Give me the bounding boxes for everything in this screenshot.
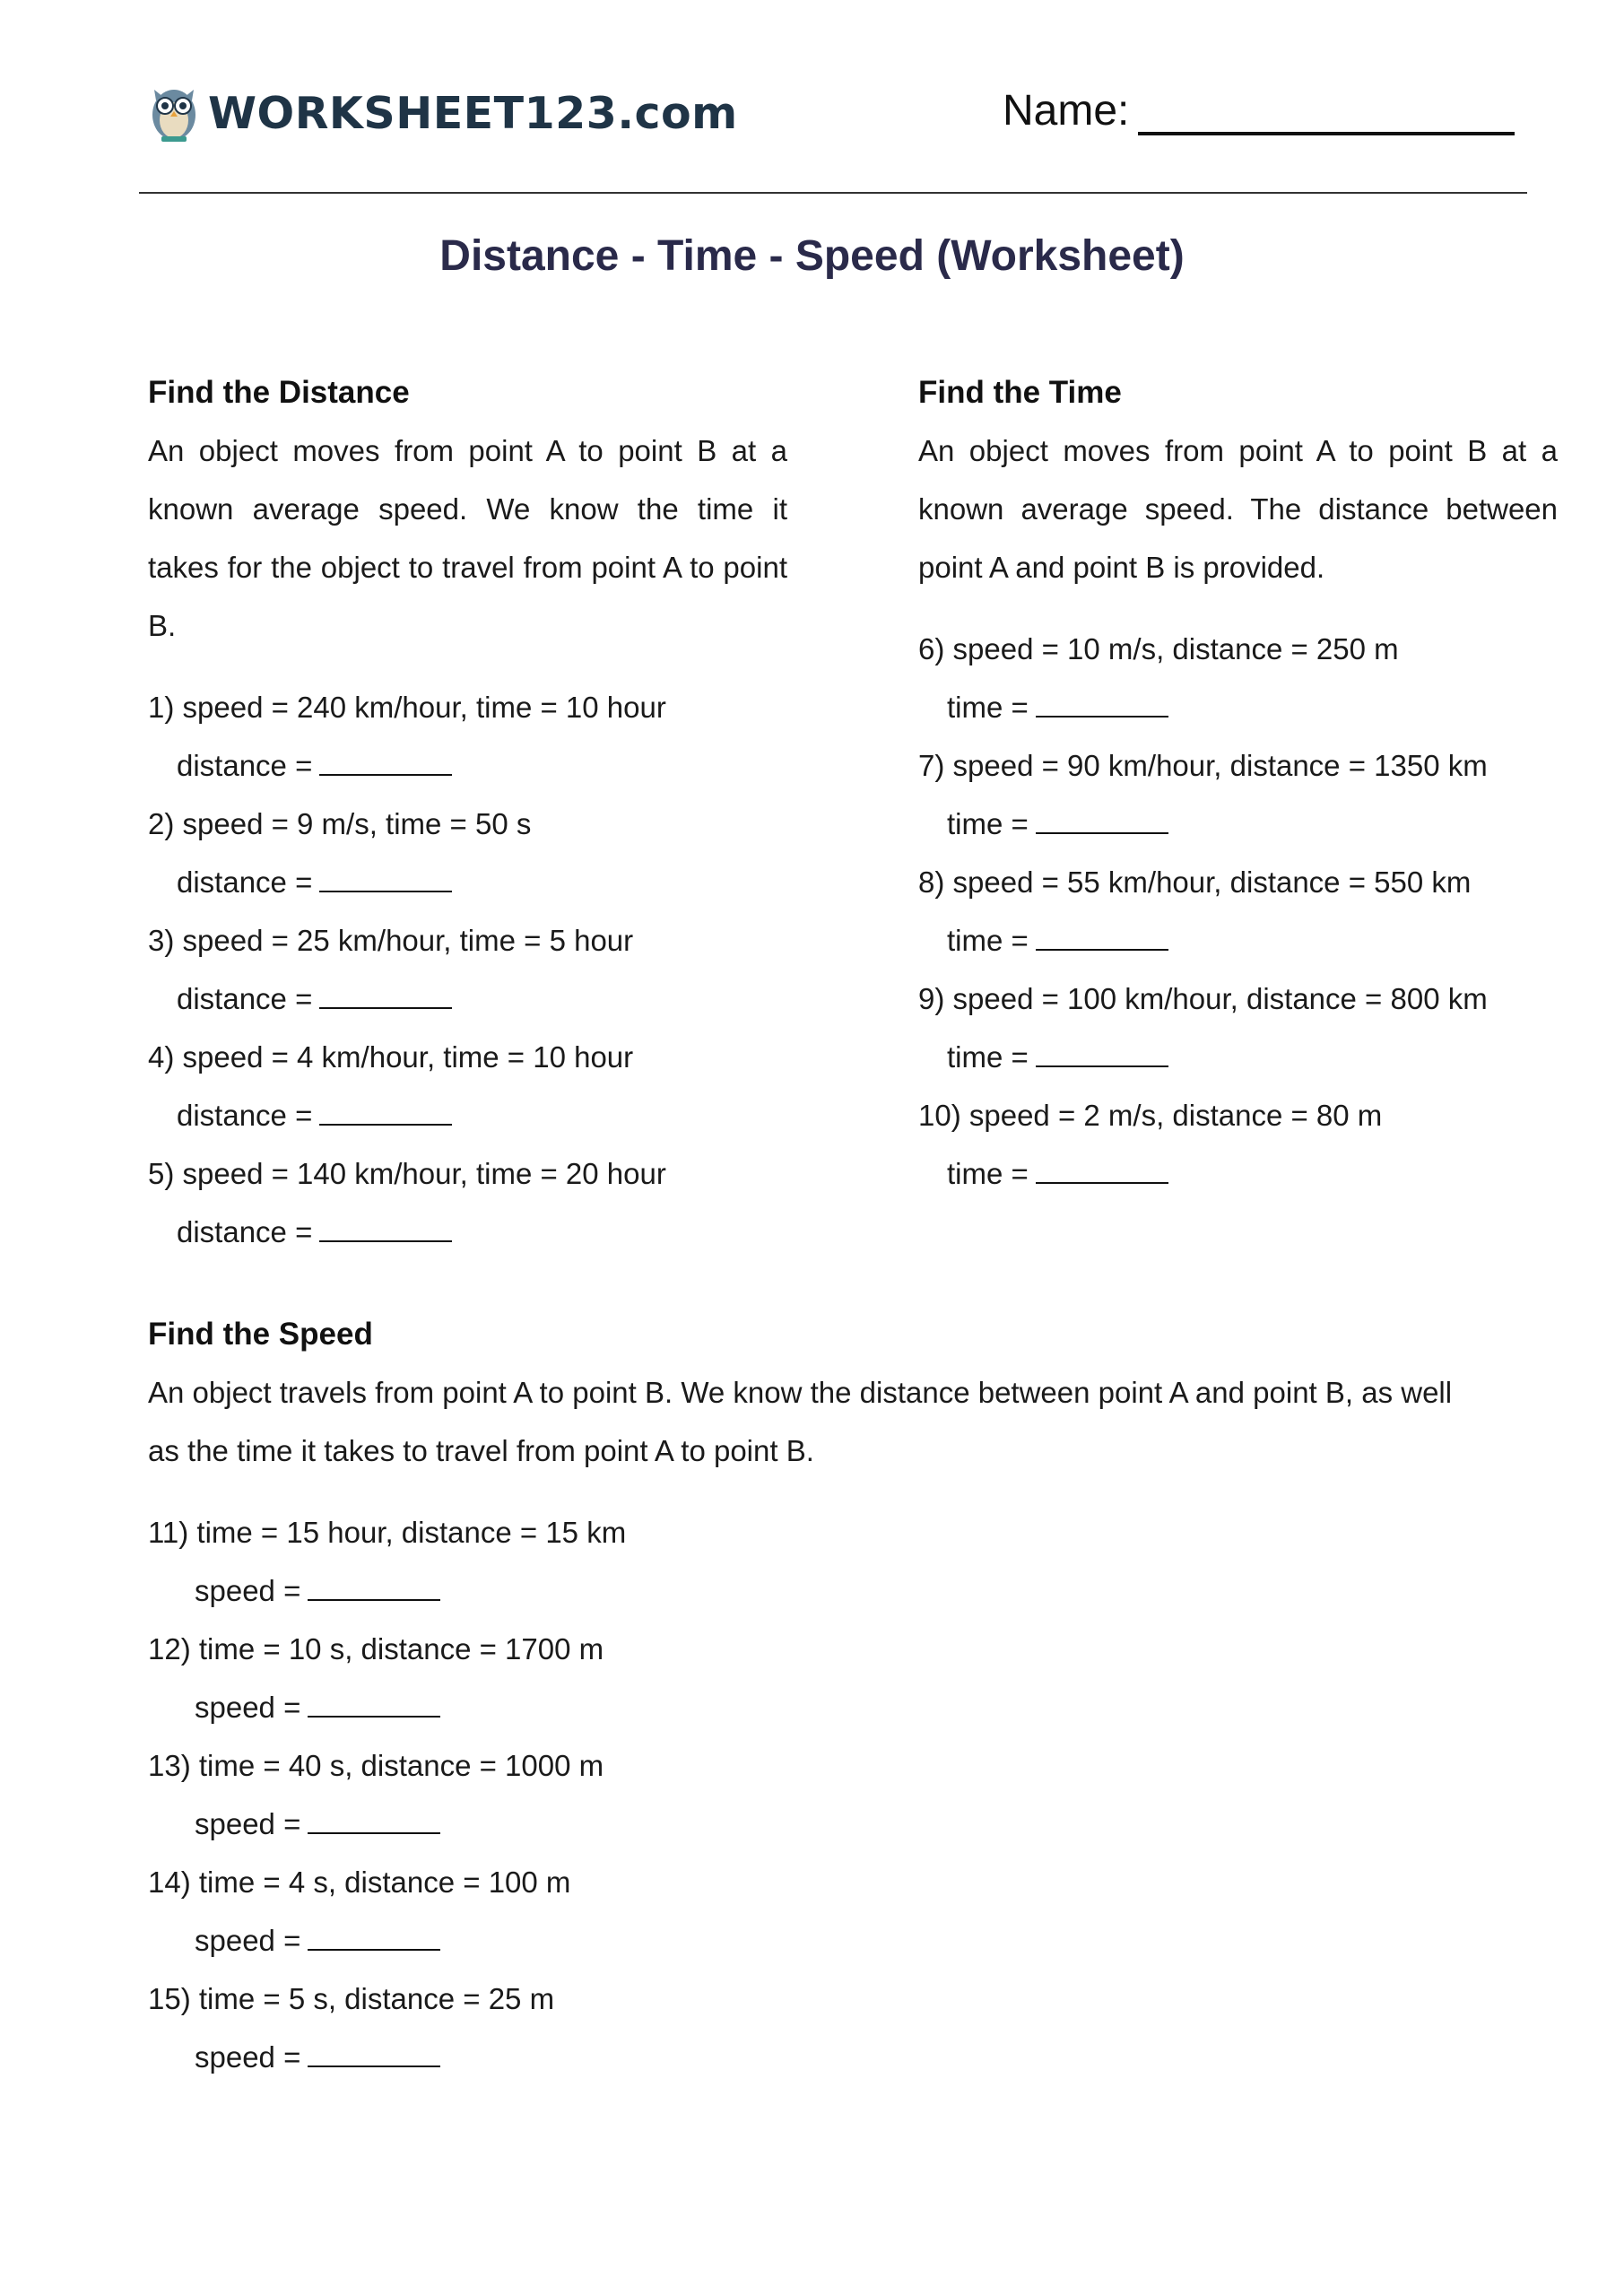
question-item [148, 1503, 1493, 1620]
question-prompt: 11) time = 15 hour, distance = 15 km [148, 1516, 627, 1549]
answer-blank[interactable] [308, 1572, 440, 1601]
question-item [918, 736, 1558, 853]
question-item [148, 1736, 1493, 1853]
answer-label: time = [947, 807, 1029, 840]
answer-label: speed = [195, 2040, 301, 2074]
section-find-time [918, 363, 1558, 1203]
answer-line[interactable] [918, 911, 1558, 970]
question-item [918, 620, 1558, 736]
answer-label: time = [947, 1040, 1029, 1074]
answer-label: distance = [177, 982, 313, 1015]
answer-label: speed = [195, 1691, 301, 1724]
answer-label: distance = [177, 865, 313, 899]
question-item [148, 1620, 1493, 1736]
answer-label: distance = [177, 1215, 313, 1248]
page-header [0, 0, 1624, 197]
answer-label: speed = [195, 1924, 301, 1957]
answer-blank[interactable] [319, 1097, 452, 1126]
question-prompt: 9) speed = 100 km/hour, distance = 800 km [918, 982, 1488, 1015]
question-prompt: 7) speed = 90 km/hour, distance = 1350 km [918, 749, 1488, 782]
answer-label: distance = [177, 1099, 313, 1132]
answer-line[interactable] [148, 1561, 1493, 1620]
answer-line[interactable] [148, 1795, 1493, 1853]
answer-blank[interactable] [1036, 1155, 1168, 1184]
question-item [148, 911, 787, 1028]
question-item [148, 795, 787, 911]
question-item [918, 970, 1558, 1086]
name-label: Name: [1003, 87, 1130, 135]
answer-line[interactable] [918, 795, 1558, 853]
question-item [148, 678, 787, 795]
question-prompt: 8) speed = 55 km/hour, distance = 550 km [918, 865, 1472, 899]
section-title: Find the Speed [148, 1317, 373, 1352]
owl-icon [145, 81, 203, 145]
answer-line[interactable] [148, 1678, 1493, 1736]
answer-line[interactable] [918, 1028, 1558, 1086]
answer-label: time = [947, 691, 1029, 724]
logo-text: WORKSHEET123.com [208, 87, 738, 139]
answer-line[interactable] [918, 678, 1558, 736]
answer-blank[interactable] [319, 864, 452, 892]
answer-label: speed = [195, 1574, 301, 1607]
answer-blank[interactable] [1036, 689, 1168, 718]
answer-blank[interactable] [319, 1213, 452, 1242]
question-prompt: 2) speed = 9 m/s, time = 50 s [148, 807, 532, 840]
question-prompt: 10) speed = 2 m/s, distance = 80 m [918, 1099, 1383, 1132]
question-list [148, 1503, 1493, 2086]
answer-label: distance = [177, 749, 313, 782]
section-description: An object travels from point A to point B. We know the distance between point A and point B, as well as the time it takes to travel from point A to point B. [148, 1376, 1453, 1467]
answer-line[interactable] [148, 1203, 787, 1261]
question-item [148, 1853, 1493, 1970]
question-prompt: 1) speed = 240 km/hour, time = 10 hour [148, 691, 666, 724]
question-prompt: 3) speed = 25 km/hour, time = 5 hour [148, 924, 634, 957]
question-item [148, 1028, 787, 1144]
page-title: Distance - Time - Speed (Worksheet) [439, 232, 1185, 280]
brand-logo[interactable] [145, 77, 738, 149]
answer-line[interactable] [148, 2028, 1493, 2086]
answer-line[interactable] [918, 1144, 1558, 1203]
section-title: Find the Distance [148, 375, 410, 410]
question-prompt: 12) time = 10 s, distance = 1700 m [148, 1632, 604, 1665]
section-title: Find the Time [918, 375, 1122, 410]
question-item [148, 1970, 1493, 2086]
question-prompt: 13) time = 40 s, distance = 1000 m [148, 1749, 604, 1782]
name-field[interactable] [1003, 86, 1515, 135]
question-prompt: 15) time = 5 s, distance = 25 m [148, 1982, 555, 2015]
answer-line[interactable] [148, 1086, 787, 1144]
section-find-speed [148, 1305, 1493, 2086]
section-find-distance [148, 363, 787, 1261]
question-item [918, 853, 1558, 970]
answer-blank[interactable] [308, 2039, 440, 2067]
answer-label: time = [947, 1157, 1029, 1190]
name-blank[interactable] [1138, 89, 1515, 135]
question-item [918, 1086, 1558, 1203]
question-prompt: 14) time = 4 s, distance = 100 m [148, 1866, 571, 1899]
answer-blank[interactable] [1036, 805, 1168, 834]
question-list [148, 678, 787, 1261]
answer-line[interactable] [148, 1911, 1493, 1970]
answer-label: speed = [195, 1807, 301, 1840]
answer-blank[interactable] [319, 980, 452, 1009]
section-description: An object moves from point A to point B at a known average speed. We know the time it takes for the object to travel from point A to point B. [148, 434, 787, 642]
header-divider [139, 192, 1527, 194]
answer-blank[interactable] [308, 1922, 440, 1951]
answer-line[interactable] [148, 853, 787, 911]
answer-line[interactable] [148, 970, 787, 1028]
answer-blank[interactable] [1036, 922, 1168, 951]
answer-blank[interactable] [308, 1689, 440, 1718]
answer-blank[interactable] [308, 1805, 440, 1834]
answer-label: time = [947, 924, 1029, 957]
question-list [918, 620, 1558, 1203]
answer-blank[interactable] [1036, 1039, 1168, 1067]
question-prompt: 4) speed = 4 km/hour, time = 10 hour [148, 1040, 634, 1074]
answer-line[interactable] [148, 736, 787, 795]
question-prompt: 6) speed = 10 m/s, distance = 250 m [918, 632, 1399, 665]
question-prompt: 5) speed = 140 km/hour, time = 20 hour [148, 1157, 666, 1190]
answer-blank[interactable] [319, 747, 452, 776]
question-item [148, 1144, 787, 1261]
section-description: An object moves from point A to point B at a known average speed. The distance between point A and point B is provided. [918, 434, 1558, 584]
